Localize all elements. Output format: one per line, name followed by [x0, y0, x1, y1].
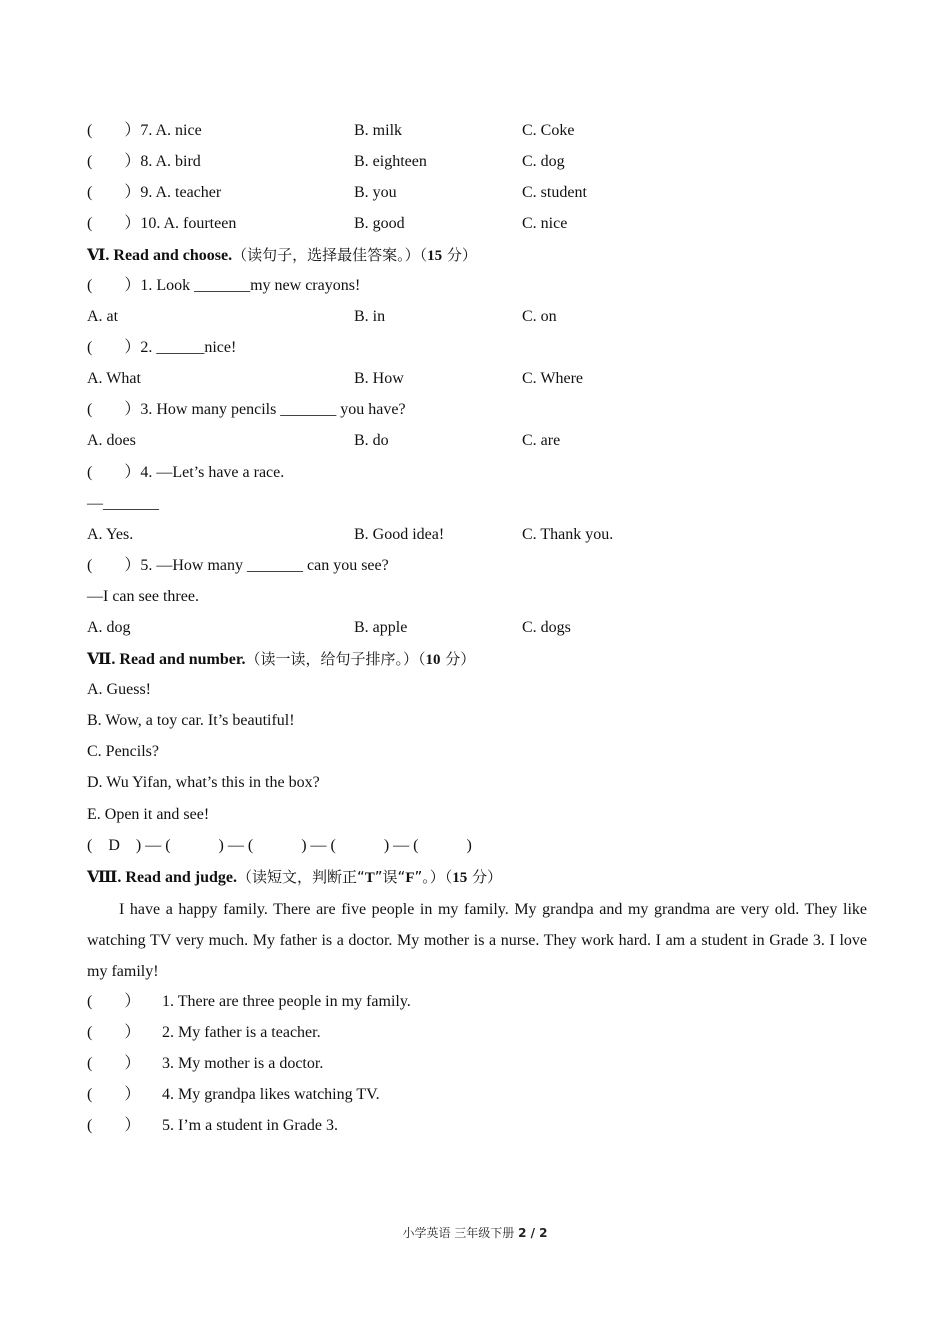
option-c: C. dog [522, 153, 565, 170]
option-a: A. What [87, 370, 141, 387]
judge-text: 3. My mother is a doctor. [162, 1055, 324, 1072]
section-heading: Ⅷ. Read and judge.（读短文，判断正“T”误“F”。）（15 分） [87, 868, 503, 886]
question-stem: ( ）4. —Let’s have a race. [87, 464, 285, 481]
question-stem: ( ）5. —How many _______ can you see? [87, 557, 389, 574]
question-text: ( ）10. A. fourteen [87, 215, 237, 232]
option-c: C. nice [522, 215, 568, 232]
page-number: 2 / 2 [518, 1226, 548, 1240]
option-c: C. Thank you. [522, 526, 614, 543]
answer-paren: ( ） [87, 1086, 141, 1103]
option-c: C. Where [522, 370, 584, 387]
option-b: B. good [354, 215, 405, 232]
option-a: A. does [87, 432, 136, 449]
footer-subject: 小学英语 三年级下册 [402, 1226, 519, 1240]
option-a: A. dog [87, 619, 131, 636]
question-text: ( ）9. A. teacher [87, 184, 222, 201]
question-stem: ( ）2. ______nice! [87, 339, 237, 356]
option-b: B. in [354, 308, 386, 325]
judge-text: 2. My father is a teacher. [162, 1024, 321, 1041]
option-c: C. dogs [522, 619, 571, 636]
answer-paren: ( ） [87, 1024, 141, 1041]
section-heading: Ⅵ. Read and choose.（读句子，选择最佳答案。）（15 分） [87, 246, 477, 264]
judge-text: 4. My grandpa likes watching TV. [162, 1086, 380, 1103]
option-c: C. student [522, 184, 587, 201]
option-c: C. on [522, 308, 557, 325]
question-stem: ( ）1. Look _______my new crayons! [87, 277, 361, 294]
sentence-line: A. Guess! [87, 681, 151, 698]
sentence-line: D. Wu Yifan, what’s this in the box? [87, 774, 320, 791]
option-b: B. apple [354, 619, 408, 636]
page-footer [0, 1224, 950, 1241]
judge-text: 5. I’m a student in Grade 3. [162, 1117, 338, 1134]
sentence-line: B. Wow, a toy car. It’s beautiful! [87, 712, 295, 729]
answer-paren: ( ） [87, 1117, 141, 1134]
option-b: B. milk [354, 122, 403, 139]
question-reply: —I can see three. [87, 588, 199, 605]
option-b: B. do [354, 432, 389, 449]
option-a: A. at [87, 308, 119, 325]
option-b: B. Good idea! [354, 526, 445, 543]
option-b: B. eighteen [354, 153, 427, 170]
question-reply: —_______ [87, 495, 159, 512]
reading-passage: I have a happy family. There are five people in my family. My grandpa and my grandma are very old. They like watching TV very much. My father is a doctor. My mother is a nurse. They work hard. I am a student in Grade 3. I love my family! [87, 901, 867, 980]
answer-paren: ( ） [87, 1055, 141, 1072]
order-answer-line: ( D ) — ( ) — ( ) — ( ) — ( ) [87, 837, 472, 854]
option-a: A. Yes. [87, 526, 134, 543]
option-c: C. Coke [522, 122, 575, 139]
judge-text: 1. There are three people in my family. [162, 993, 411, 1010]
option-b: B. How [354, 370, 404, 387]
question-text: ( ）7. A. nice [87, 122, 202, 139]
sentence-line: E. Open it and see! [87, 806, 210, 823]
option-c: C. are [522, 432, 561, 449]
sentence-line: C. Pencils? [87, 743, 159, 760]
option-b: B. you [354, 184, 397, 201]
answer-paren: ( ） [87, 993, 141, 1010]
question-stem: ( ）3. How many pencils _______ you have? [87, 401, 406, 418]
question-text: ( ）8. A. bird [87, 153, 201, 170]
section-heading: Ⅶ. Read and number.（读一读，给句子排序。）（10 分） [87, 650, 476, 668]
